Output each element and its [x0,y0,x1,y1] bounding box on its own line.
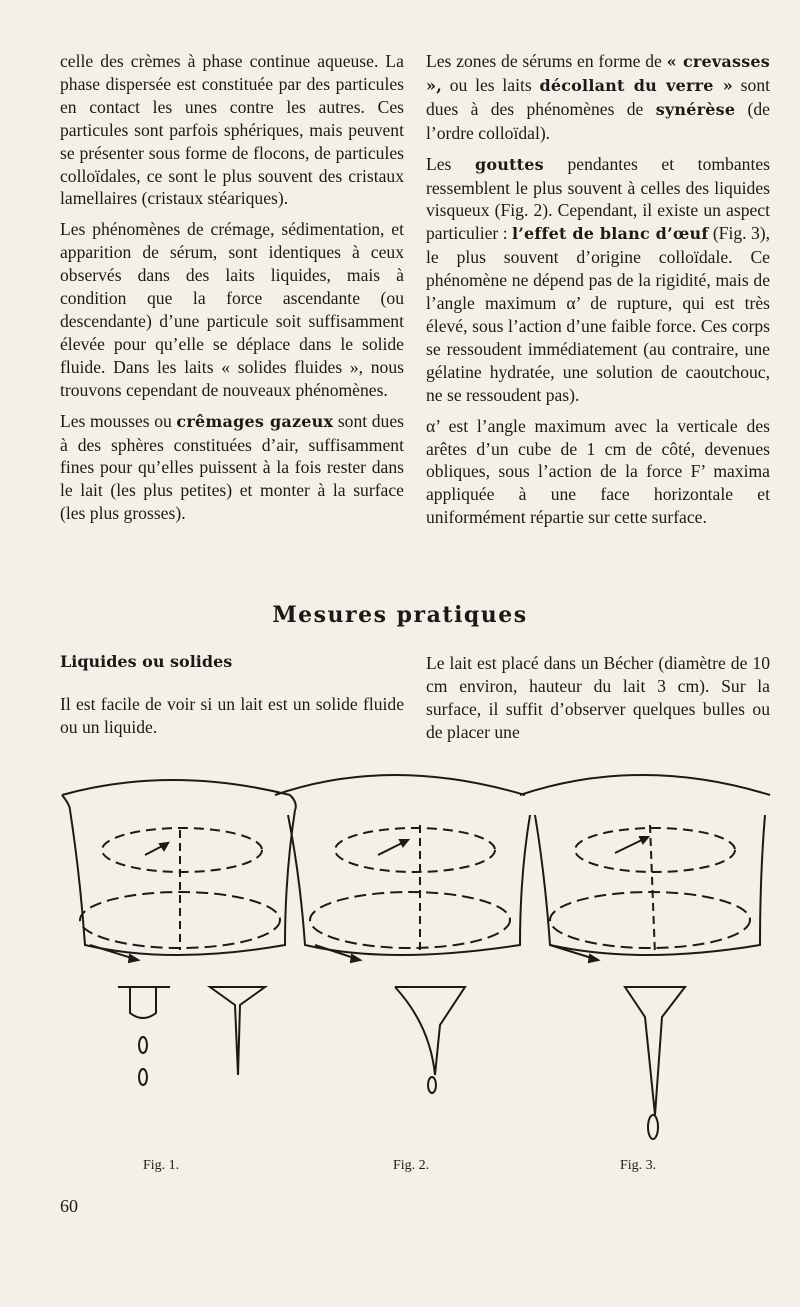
term-cremages-gazeux: crêmages gazeux [176,411,334,431]
term-synerese: synérèse [655,99,736,119]
term-gouttes: gouttes [475,154,544,174]
term-blanc-oeuf: l’effet de blanc d’œuf [512,224,709,244]
figure-1-caption: Fig. 1. [143,1158,180,1173]
left-column-top [60,50,404,533]
section-title: Mesures pratiques [272,602,528,628]
figure-1-drop [118,987,170,1085]
figure-2-drop [395,987,465,1093]
paragraph-serums: Les zones de sérums en forme de « crevasses », ou les laits décollant du verre » sont dues à des phénomènes de synérèse (de l’ordre colloïdal). [426,51,771,143]
paragraph-creme-phase: celle des crèmes à phase continue aqueuse. La phase dispersée est constituée par des particules en contact les unes contre les autres. Ces particules sont parfois sphériques, mais peuvent se présenter sous forme de flocons, de particules colloïdales, ce sont le plus souvent des cristaux lamellaires (cristaux stéariques). [60,51,404,209]
paragraph-facile: Il est facile de voir si un lait est un solide fluide ou un liquide. [60,694,404,737]
left-column-bottom [60,693,404,747]
figure-3-drop [625,987,685,1139]
right-column-top [426,50,770,537]
figure-2-caption: Fig. 2. [393,1158,430,1173]
term-crevasses: « crevasses », [426,52,770,95]
figure-1-cone [210,987,265,1075]
paragraph-gouttes: Les gouttes pendantes et tombantes ressemblent le plus souvent à celles des liquides visqueux (Fig. 2). Cependant, il existe un aspect particulier : l’effet de blanc d’œuf (Fig. 3), le plus souvent d’origine colloïdale. Ce phénomène ne dépend pas de la rigidité, mais de l’angle maximum α’ de rupture, qui est très élevé, sous l’action d’une faible force. Ces corps se ressoudent immédiatement (au contraire, une gélatine hydratée, une solution de caoutchouc, ne se ressoudent pas). [426,153,771,405]
right-column-bottom [426,652,770,752]
paragraph-becher: Le lait est placé dans un Bécher (diamètre de 10 cm environ, hauteur du lait 3 cm). Sur la surface, il suffit d’observer quelques bulles ou de placer une [426,653,770,742]
figure-2-beaker [275,775,530,962]
subhead: Liquides ou solides [60,652,233,671]
term-decollant: décollant du verre » [539,75,733,95]
paragraph-alpha: α’ est l’angle maximum avec la verticale des arêtes d’un cube de 1 cm de côté, devenues obliques, sous l’action de la force F’ maxima appliquée à une face horizontale et uniformément répartie sur cette surface. [426,415,770,528]
figure-1-beaker [62,780,296,962]
paragraph-mousses: Les mousses ou crêmages gazeux sont dues à des sphères constituées d’air, suffisamment fines pour qu’elles puissent à la fois rester dans le lait (les plus petites) et monter à la surface (les plus grosses). [60,410,404,524]
page-number: 60 [60,1196,78,1216]
figure-3-beaker [520,775,770,962]
paragraph-cremage: Les phénomènes de crémage, sédimentation, et apparition de sérum, sont identiques à ceux observés dans des laits liquides, mais à condition que la force ascendante (ou descendante) d’une particule soit suffisamment élevée pour qu’elle se déplace dans le solide fluide. Dans les laits « solides fluides », nous trouvons cependant de nouveaux phénomènes. [60,219,404,400]
figures-illustration [50,755,780,1155]
figure-3-caption: Fig. 3. [620,1158,657,1173]
